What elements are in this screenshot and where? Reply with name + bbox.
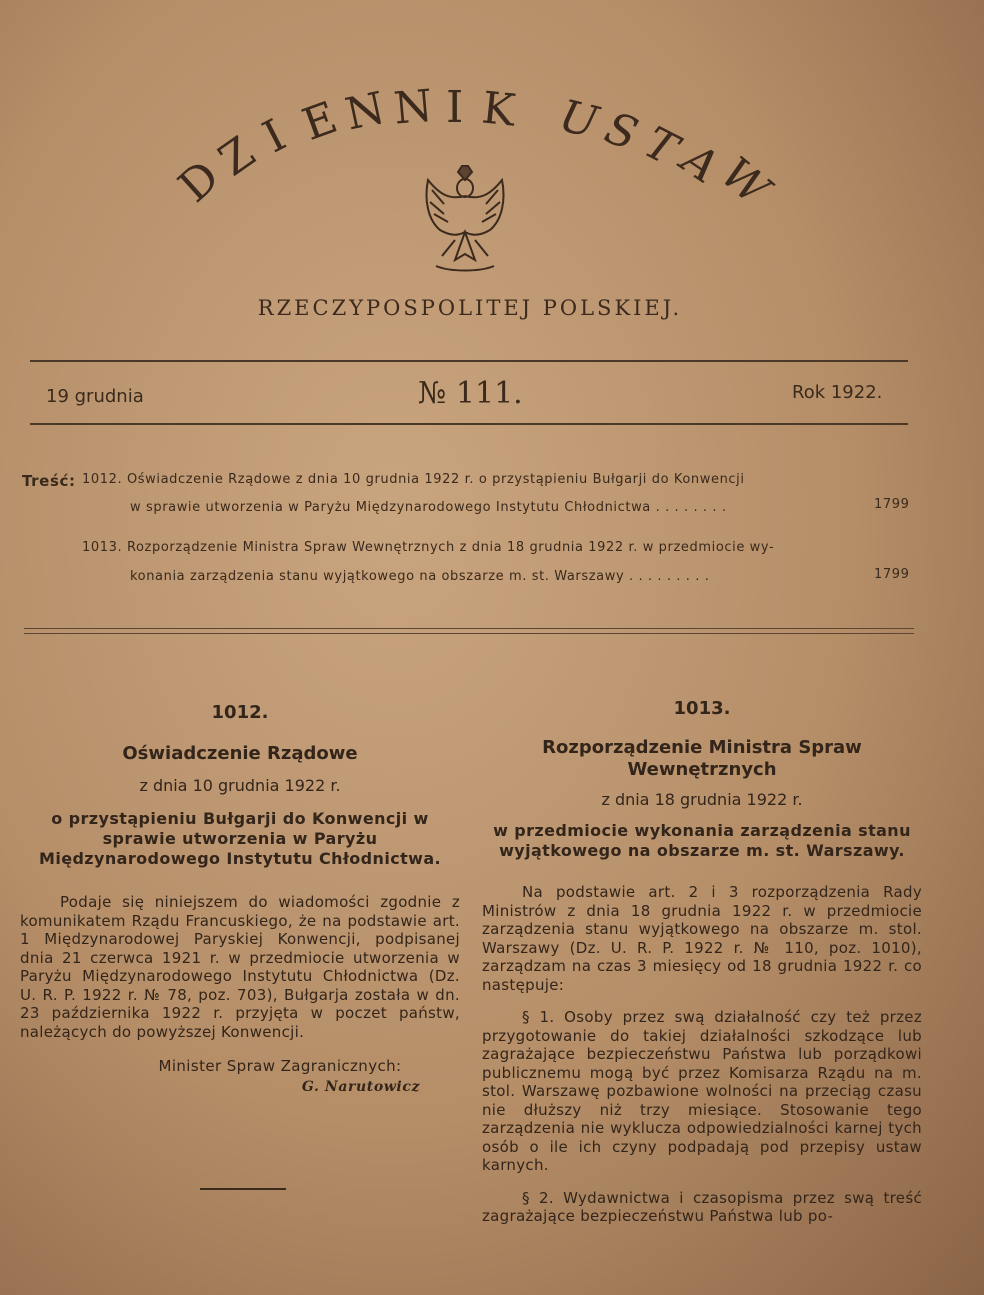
signature-name: G. Narutowicz [301, 1078, 420, 1095]
toc-entry-line: 1013. Rozporządzenie Ministra Spraw Wewnętrznych z dnia 18 grudnia 1922 r. w przedmiocie wy- [82, 540, 775, 555]
end-of-article-rule [200, 1188, 286, 1190]
toc-entry-line: konania zarządzenia stanu wyjątkowego na obszarze m. st. Warszawy . . . . . . . . . [130, 569, 710, 584]
title-letter: I [255, 109, 294, 164]
title-letter: U [554, 90, 603, 149]
signature-title: Minister Spraw Zagranicznych: [158, 1057, 402, 1075]
title-letter: K [479, 82, 518, 137]
title-letter: W [711, 147, 779, 216]
title-letter: N [391, 80, 435, 135]
title-letter: S [598, 102, 645, 161]
header-top-rule [30, 360, 908, 362]
header-bottom-rule [30, 423, 908, 425]
toc-entry-line: w sprawie utworzenia w Paryżu Międzynarodowego Instytutu Chłodnictwa . . . . . . . . [130, 500, 727, 515]
toc-page-number: 1799 [874, 497, 910, 512]
article-body: Podaje się niniejszem do wiadomości zgodnie z komunikatem Rządu Francuskiego, że na podstawie art. 1 Międzynarodowej Paryskiej Konwencji, podpisanej dnia 21 czerwca 1921 r. w przedmiocie utworzenia w Paryżu Międzynarodowego Instytutu Chłodnictwa (Dz. U. R. P. 1922 r. № 78, poz. 703), Bułgarja została w dn. 23 października 1922 r. przyjęta w poczet państw, należących do powyższej Konwencji. [20, 893, 460, 1041]
masthead-subtitle: RZECZYPOSPOLITEJ POLSKIEJ. [257, 296, 683, 320]
title-letter: E [296, 92, 344, 151]
article-date: z dnia 18 grudnia 1922 r. [601, 789, 803, 809]
article-paragraph-2: § 2. Wydawnictwa i czasopisma przez swą treść zagrażające bezpieczeństwu Państwa lub po- [482, 1188, 922, 1225]
article-subject: o przystąpieniu Bułgarji do Konwencji w sprawie utworzenia w Paryżu Międzynarodowego Instytutu Chłodnictwa. [39, 809, 441, 868]
issue-number: № 111. [418, 376, 523, 411]
title-letter: D [169, 150, 230, 213]
title-letter: T [636, 117, 686, 176]
article-paragraph-1: § 1. Osoby przez swą działalność czy też przez przygotowanie do takiej działalności szkodzące lub zagrażające bezpieczeństwu Państwa lub porządkowi publicznemu mogą być przez Komisarza Rządu na m. stol. Warszawę pozbawione wolności na przeciąg czasu nie dłuższy niż trzy miesiące. Stosowanie tego zarządzenia nie wyklucza odpowiedzialności karnej tych osób o ile ich czyny podpadają pod przepisy ustaw karnych. [482, 1008, 922, 1174]
article-number: 1012. [211, 702, 269, 723]
article-1012 [20, 704, 460, 1096]
toc-separator-rule [24, 633, 914, 634]
toc-entry-line: 1012. Oświadczenie Rządowe z dnia 10 grudnia 1922 r. o przystąpieniu Bułgarji do Konwencji [82, 472, 745, 487]
issue-year: Rok 1922. [792, 382, 883, 403]
title-letter: I [446, 82, 464, 133]
title-letter: A [672, 133, 728, 194]
article-number: 1013. [673, 698, 731, 719]
title-letter: Z [209, 126, 265, 187]
article-1013 [482, 700, 922, 1226]
toc-label: Treść: [22, 472, 76, 490]
article-intro: Na podstawie art. 2 i 3 rozporządzenia Rady Ministrów z dnia 18 grudnia 1922 r. w przedmiocie zarządzenia stanu wyjątkowego na obszarze m. stol. Warszawy (Dz. U. R. P. 1922 r. № 110, poz. 1010), zarządzam na czas 3 miesięcy od 18 grudnia 1922 r. co następuje: [482, 883, 922, 994]
article-subject: w przedmiocie wykonania zarządzenia stanu wyjątkowego na obszarze m. st. Warszawy. [493, 821, 911, 860]
toc-separator-rule [24, 628, 914, 629]
eagle-emblem-icon [410, 160, 520, 280]
toc-page-number: 1799 [874, 567, 910, 582]
article-date: z dnia 10 grudnia 1922 r. [139, 775, 341, 795]
title-letter: N [341, 82, 390, 141]
issue-date: 19 grudnia [46, 386, 144, 407]
article-title: Oświadczenie Rządowe [122, 742, 358, 764]
article-title: Rozporządzenie Ministra Spraw Wewnętrznych [542, 736, 862, 780]
